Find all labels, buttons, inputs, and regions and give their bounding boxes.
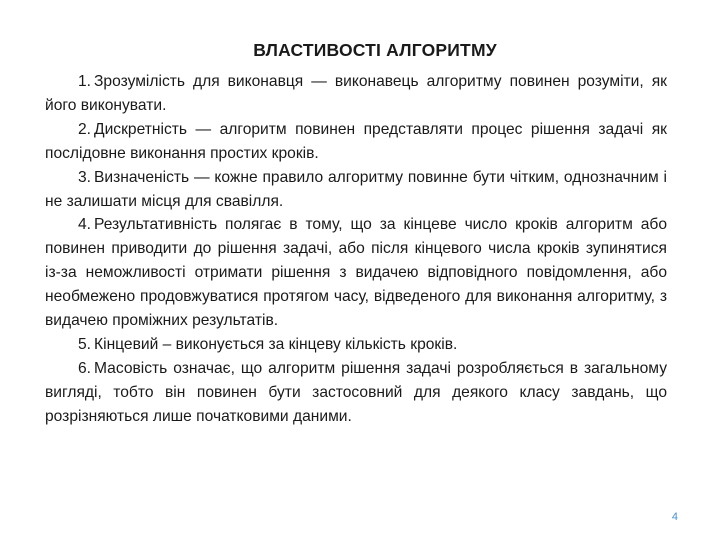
property-number: 1.: [78, 73, 92, 90]
property-number: 4.: [78, 216, 92, 234]
slide-title: ВЛАСТИВОСТІ АЛГОРИТМУ: [253, 40, 497, 60]
property-number: 2.: [78, 120, 92, 138]
property-item: [45, 213, 667, 333]
property-description: – виконується за кінцеву кількість кроків.: [158, 335, 458, 353]
property-description: полягає в тому, що за кінцеве число кроків алгоритм або повинен приводити до рішення задачі, або після кінцевого числа кроків зупинятися із-за неможливості отримати рішення з видачею відповідного повідомлення, або необмежено продовжуватися протягом часу, відведеного для виконання алгоритму, з видачею проміжних результатів.: [45, 216, 667, 330]
property-number: 3.: [78, 168, 92, 186]
property-item: [45, 166, 667, 214]
property-term: Зрозумілість: [94, 73, 186, 90]
property-term: Кінцевий: [94, 335, 159, 353]
property-description: — алгоритм повинен представляти процес рішення задачі як послідовне виконання простих кроків.: [45, 120, 667, 162]
properties-list: [45, 70, 667, 429]
page-number: 4: [671, 511, 678, 523]
property-term: Масовість: [94, 359, 168, 377]
property-item: [45, 118, 667, 166]
property-description: для виконавця — виконавець алгоритму повинен розуміти, як його виконувати.: [45, 73, 667, 114]
property-item: [45, 70, 667, 118]
property-number: 5.: [78, 335, 92, 353]
property-item: [45, 357, 667, 429]
property-term: Результативність: [94, 216, 218, 234]
property-description: — кожне правило алгоритму повинне бути чітким, однозначним і не залишати місця для свавілля.: [45, 168, 667, 210]
property-description: означає, що алгоритм рішення задачі розробляється в загальному вигляді, тобто він повинен бути застосовний для деякого класу завдань, що розрізняються лише початковими даними.: [45, 359, 667, 425]
property-term: Дискретність: [94, 120, 188, 138]
property-term: Визначеність: [94, 168, 190, 186]
property-item: [45, 333, 667, 357]
property-number: 6.: [78, 359, 92, 377]
